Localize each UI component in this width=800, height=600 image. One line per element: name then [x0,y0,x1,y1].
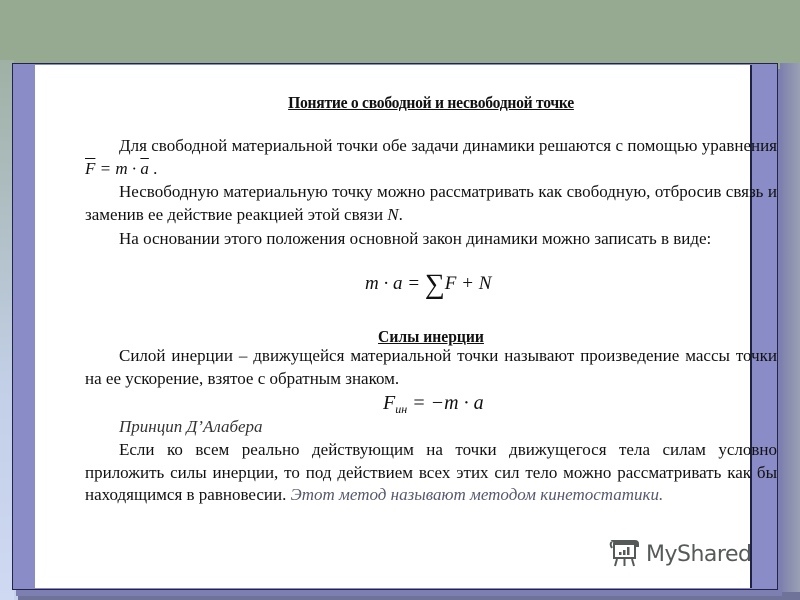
paragraph-dynamics-law: На основании этого положения основной закон динамики можно записать в виде: [119,229,712,248]
kinetostatics-note: Этот метод называют методом кинетостатики. [290,485,664,504]
formula-right: F + N [444,273,492,294]
formula-inertia-force [383,392,484,421]
paragraph-text: Несвободную материальную точку можно рассматривать как свободную, отбросив связь и заменив ее действие реакцией этой связи [85,182,777,224]
paragraph-free-point [85,135,777,180]
paragraph-text: Для свободной материальной точки обе задачи динамики решаются с помощью уравнения [119,136,777,155]
variable-N: N [387,204,399,224]
paragraph-end: . [398,204,403,224]
formula-rest: = −m · a [407,392,484,414]
principle-label: Принцип Д’Алабера [119,417,263,436]
presentation-board-icon [608,535,642,574]
paragraph-inertia-definition: Силой инерции – движущейся материальной точки называют произведение массы точки на ее ускорение, взятое с обратным знаком. [85,346,777,388]
formula-left: m · a = [365,273,425,294]
paragraph-constrained-point [85,181,777,226]
sum-symbol: ∑ [424,269,445,300]
background-right-strip [780,63,800,600]
formula-mid: = m · [95,158,141,178]
vector-F: $\overline{F}$ [85,158,96,178]
slide-page [35,65,777,588]
formula-subscript: ин [395,402,408,416]
paragraph-text: Если ко всем реально действующим на точки движущегося тела силам условно приложить силы инерции, то под действием всех этих сил тело можно рассматривать как бы находящимся в равновесии. [85,440,777,504]
vector-a: $\overline{a}$ [140,158,149,178]
section-title-inertia: Силы инерции [378,327,484,346]
formula-dynamics-law [365,269,492,300]
myshared-watermark [608,536,751,572]
slide-title: Понятие о свободной и несвободной точке [288,93,574,112]
paragraph-dalembert [85,439,777,507]
formula-F: F [383,392,396,414]
paragraph-end: . [148,158,158,178]
watermark-text: MyShared [646,541,752,567]
frame-bottom-shadow [18,592,800,600]
inline-formula [85,159,149,178]
